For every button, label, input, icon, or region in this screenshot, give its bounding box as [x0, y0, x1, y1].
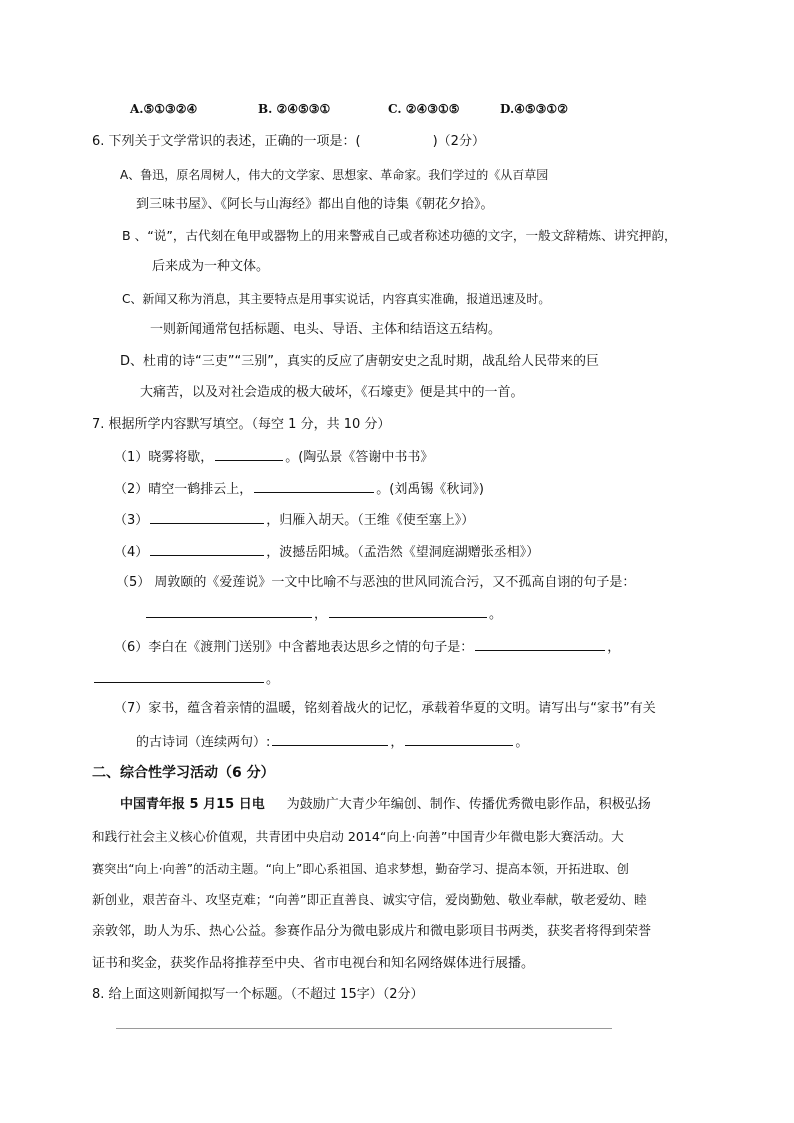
q6-option-a-line2: 到三味书屋》、《阿长与山海经》都出自他的诗集《朝花夕拾》。	[136, 197, 494, 212]
q7-item-6-line2	[92, 669, 279, 689]
q6-option-b-line2: 后来成为一种文体。	[152, 259, 270, 274]
q7-item-4-blank[interactable]	[150, 542, 264, 556]
news-paragraph-line6: 证书和奖金，获奖作品将推荐至中央、省市电视台和知名网络媒体进行展播。	[92, 956, 535, 971]
q6-stem-end: )（2分）	[432, 134, 485, 149]
q6-option-b-line1: B 、“说”，古代刻在龟甲或器物上的用来警戒自己或者称述功德的文字，一般文辞精炼、讲究押韵，	[122, 228, 677, 243]
q7-item-4-suffix: ，波撼岳阳城。（孟浩然《望洞庭湖赠张丞相》）	[266, 545, 540, 560]
q5-option-c: C. ②④③①⑤	[388, 102, 460, 116]
q7-stem: 7. 根据所学内容默写填空。（每空 1 分，共 10 分）	[92, 417, 391, 432]
q7-item-6-blank-1[interactable]	[475, 637, 605, 651]
q7-item-1-suffix: 。(陶弘景《答谢中书书》	[285, 450, 434, 465]
news-paragraph-line2: 和践行社会主义核心价值观，共青团中央启动 2014“向上·向善”中国青少年微电影大赛活动。大	[92, 829, 624, 844]
q7-item-6-line1	[114, 637, 620, 657]
q7-item-3-blank[interactable]	[150, 510, 264, 524]
q7-item-1	[114, 447, 433, 467]
q7-item-5-end: 。	[489, 607, 503, 622]
q7-item-7-blank-2[interactable]	[405, 732, 513, 746]
news-dateline: 中国青年报 5 月15 日电	[120, 797, 265, 812]
q7-item-5-line1: （5） 周敦颐的《爱莲说》一文中比喻不与恶浊的世风同流合污，又不孤高自诩的句子是：	[116, 575, 636, 590]
q7-item-2	[114, 479, 484, 499]
q5-option-b: B. ②④⑤③①	[258, 102, 331, 116]
q7-item-6-blank-2[interactable]	[94, 669, 264, 683]
q7-item-3-prefix: （3）	[114, 513, 149, 528]
q7-item-7-line2	[136, 732, 528, 752]
q6-option-d-line1: D、杜甫的诗“三吏”“三别”，真实的反应了唐朝安史之乱时期，战乱给人民带来的巨	[120, 354, 599, 369]
news-paragraph-line4: 新创业，艰苦奋斗、攻坚克难；“向善”即正直善良、诚实守信，爱岗勤勉、敬业奉献，敬老爱幼、睦	[92, 892, 647, 907]
q6-option-c-line2: 一则新闻通常包括标题、电头、导语、主体和结语这五结构。	[150, 322, 502, 337]
news-paragraph-line1	[120, 796, 651, 814]
q8-answer-line[interactable]	[116, 1028, 612, 1029]
q5-option-d: D.④⑤③①②	[500, 102, 568, 116]
q7-item-6-text: （6）李白在《渡荆门送别》中含蓄地表达思乡之情的句子是：	[114, 640, 474, 655]
q8-stem: 8. 给上面这则新闻拟写一个标题。（不超过 15字）（2分）	[92, 987, 424, 1002]
q7-item-2-suffix: 。(刘禹锡《秋词》)	[376, 482, 484, 497]
q7-item-1-prefix: （1）晓雾将歇，	[114, 450, 214, 465]
q7-item-2-blank[interactable]	[254, 479, 374, 493]
q7-item-6-end: 。	[266, 672, 280, 687]
q7-item-2-prefix: （2）晴空一鹤排云上，	[114, 482, 253, 497]
q7-item-5-line2	[144, 604, 502, 624]
q7-item-5-blank-1[interactable]	[146, 604, 312, 618]
q7-item-7-line1: （7）家书，蕴含着亲情的温暖，铭刻着战火的记忆，承载着华夏的文明。请写出与“家书”有关	[114, 701, 656, 716]
q6-option-a-line1: A、鲁迅，原名周树人，伟大的文学家、思想家、革命家。我们学过的《从百草园	[120, 168, 549, 182]
q7-item-3	[114, 510, 474, 530]
q7-item-7-prefix: 的古诗词（连续两句）:	[136, 735, 271, 750]
news-text-1: 为鼓励广大青少年编创、制作、传播优秀微电影作品，积极弘扬	[286, 797, 651, 812]
q7-item-7-end: 。	[515, 735, 529, 750]
q7-item-1-blank[interactable]	[215, 447, 283, 461]
q7-item-3-suffix: ，归雁入胡天。（王维《使至塞上》）	[266, 513, 475, 528]
q7-item-4-prefix: （4）	[114, 545, 149, 560]
q6-option-d-line2: 大痛苦，以及对社会造成的极大破坏，《石壕吏》便是其中的一首。	[140, 385, 524, 400]
q7-item-4	[114, 542, 539, 562]
q5-option-a: A.⑤①③②④	[130, 102, 198, 116]
q7-item-6-comma: ，	[607, 640, 621, 655]
section-2-heading: 二、综合性学习活动（6 分）	[92, 765, 275, 781]
news-paragraph-line5: 亲敦邻，助人为乐、热心公益。参赛作品分为微电影成片和微电影项目书两类，获奖者将得到荣誉	[92, 924, 652, 939]
news-paragraph-line3: 赛突出“向上·向善”的活动主题。“向上”即心系祖国、追求梦想，勤奋学习、提高本领，开拓进取、创	[92, 862, 629, 876]
q7-item-7-blank-1[interactable]	[272, 732, 388, 746]
q7-item-5-comma: ，	[314, 607, 328, 622]
q7-item-5-blank-2[interactable]	[329, 604, 487, 618]
q6-stem-text: 6. 下列关于文学常识的表述，正确的一项是：(	[92, 134, 361, 149]
q6-option-c-line1: C、新闻又称为消息，其主要特点是用事实说话，内容真实准确，报道迅速及时。	[122, 292, 551, 306]
q6-stem	[92, 133, 485, 151]
q7-item-7-comma: ，	[390, 735, 404, 750]
